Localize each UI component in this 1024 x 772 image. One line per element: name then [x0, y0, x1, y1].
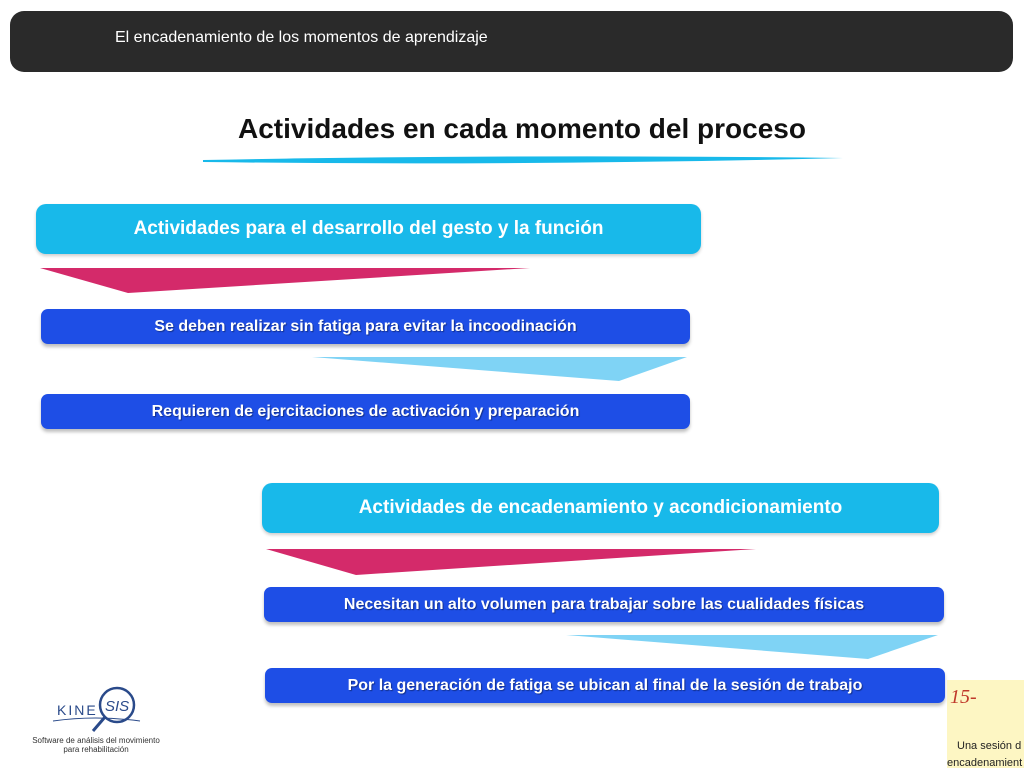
note-line: encadenamient — [947, 757, 1023, 769]
header-title: El encadenamiento de los momentos de aprendizaje — [115, 29, 488, 46]
page-title: Actividades en cada momento del proceso — [238, 113, 806, 144]
magenta-arrow — [266, 549, 756, 576]
logo-caption-line: Software de análisis del movimiento — [32, 736, 160, 745]
note-line: Una sesión d — [957, 740, 1022, 752]
item-sin-fatiga: Se deben realizar sin fatiga para evitar la incoodinación — [41, 309, 690, 344]
note-number: 15- — [950, 686, 977, 708]
logo-caption-line: para rehabilitación — [63, 745, 129, 754]
title-underline — [203, 155, 843, 165]
svg-text:SIS: SIS — [105, 698, 130, 715]
note-text — [947, 738, 1024, 772]
note-box — [947, 680, 1024, 768]
section-heading-gesto: Actividades para el desarrollo del gesto y la función — [36, 204, 701, 254]
header-bar — [10, 11, 1013, 72]
item-alto-volumen: Necesitan un alto volumen para trabajar sobre las cualidades físicas — [264, 587, 944, 622]
item-generacion-fatiga: Por la generación de fatiga se ubican al final de la sesión de trabajo — [265, 668, 945, 703]
section-heading-encadenamiento: Actividades de encadenamiento y acondicionamiento — [262, 483, 939, 533]
magenta-arrow — [40, 268, 530, 294]
light-blue-arrow — [566, 635, 938, 659]
light-blue-arrow — [312, 357, 687, 381]
item-activacion: Requieren de ejercitaciones de activación y preparación — [41, 394, 690, 429]
logo-caption — [22, 736, 170, 754]
svg-text:KINE: KINE — [57, 702, 98, 718]
